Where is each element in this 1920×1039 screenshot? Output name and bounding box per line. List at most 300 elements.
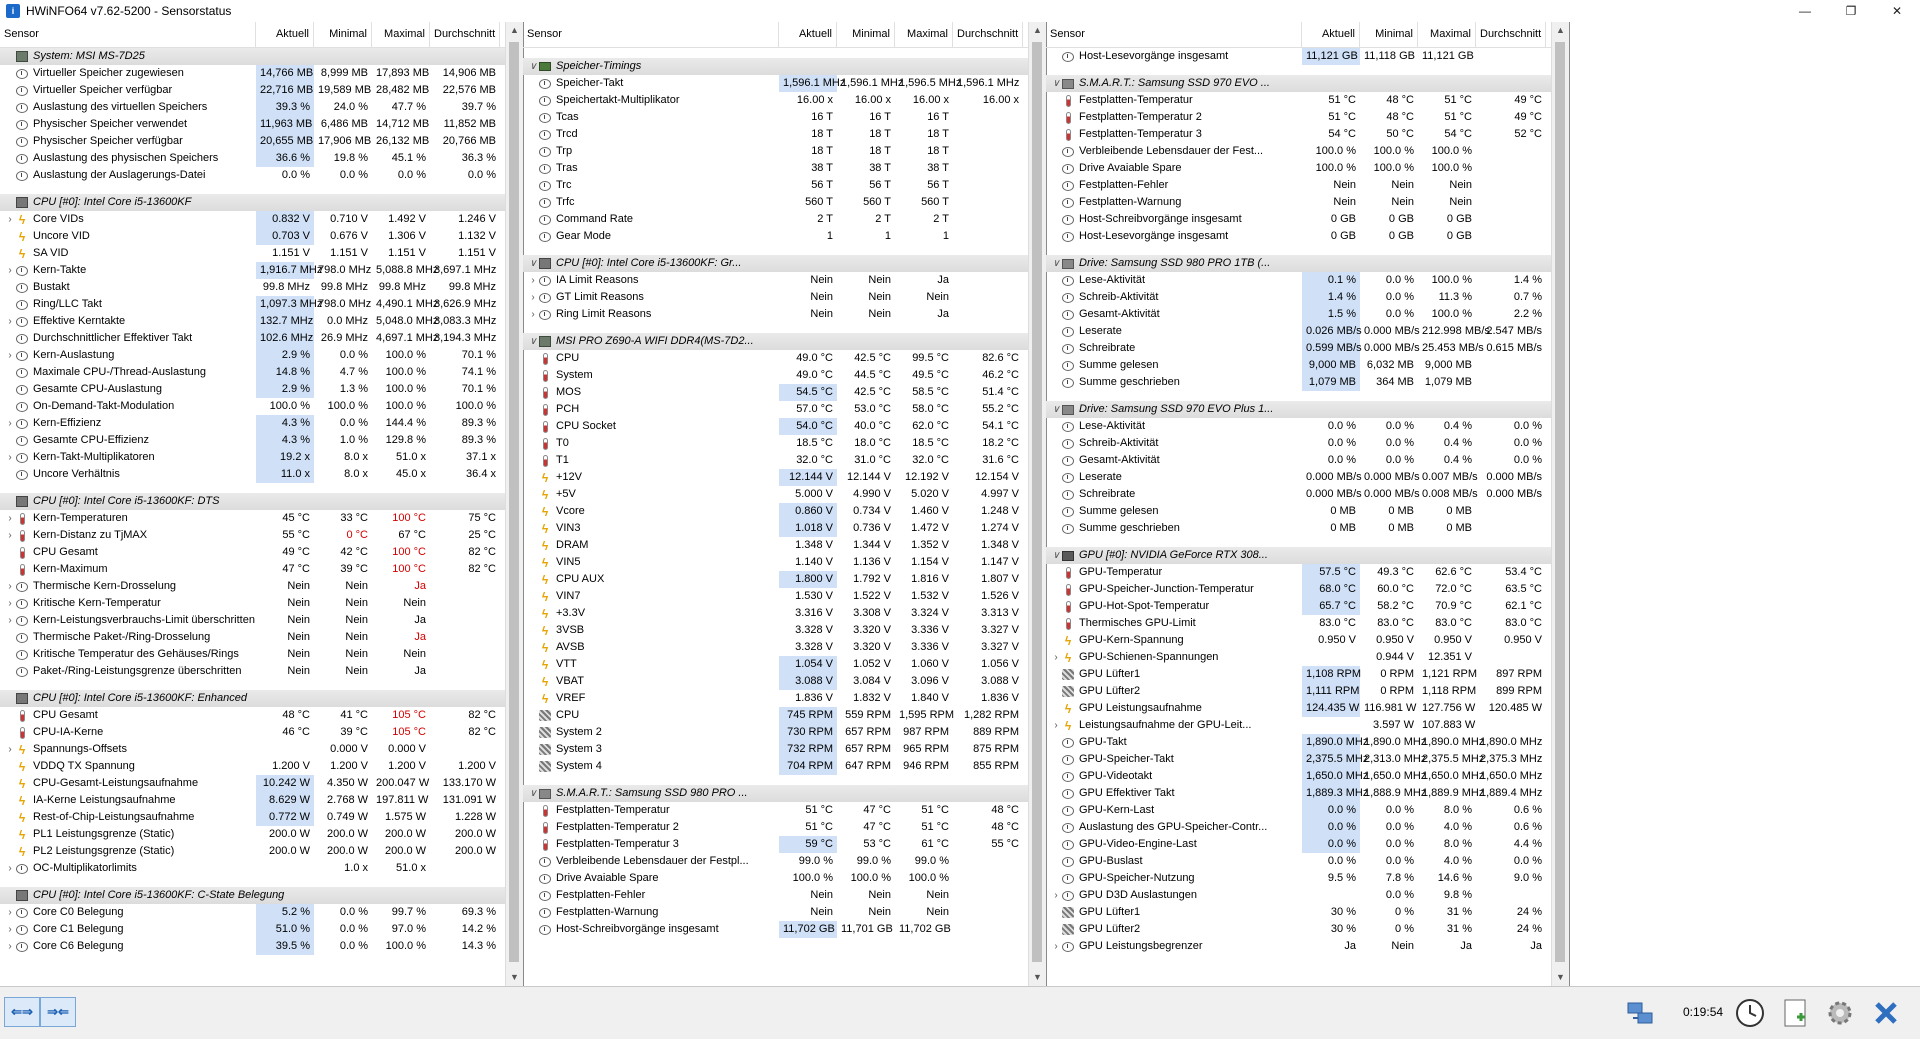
expand-chevron-icon[interactable]: ∨ bbox=[529, 61, 537, 72]
sensor-row[interactable] bbox=[523, 109, 1046, 126]
sensor-row[interactable] bbox=[0, 466, 523, 483]
sensor-group-header[interactable] bbox=[523, 785, 1046, 802]
sensor-row[interactable] bbox=[0, 646, 523, 663]
value-average bbox=[1476, 228, 1546, 245]
value-maximum bbox=[895, 58, 953, 75]
sensor-row[interactable] bbox=[523, 707, 1046, 724]
close-sensors-icon[interactable] bbox=[1868, 995, 1904, 1031]
expand-chevron-icon[interactable]: ∨ bbox=[1052, 258, 1060, 269]
sensor-row[interactable] bbox=[0, 279, 523, 296]
sensor-name-cell bbox=[523, 724, 779, 741]
value-maximum: 56 T bbox=[927, 179, 949, 191]
sensor-row[interactable] bbox=[0, 347, 523, 364]
sensor-name-cell bbox=[523, 126, 779, 143]
sensor-row[interactable] bbox=[0, 775, 523, 792]
sensor-row[interactable] bbox=[523, 673, 1046, 690]
sensor-row[interactable] bbox=[523, 853, 1046, 870]
expand-chevron-icon[interactable]: › bbox=[8, 214, 12, 225]
network-sync-icon[interactable] bbox=[1622, 995, 1658, 1031]
value-minimum: 559 RPM bbox=[845, 709, 891, 721]
expand-chevron-icon[interactable]: › bbox=[8, 316, 12, 327]
column-header-min[interactable]: Minimal bbox=[314, 22, 372, 47]
sensor-label: VTT bbox=[556, 658, 577, 670]
navigate-back-button[interactable]: ⇐⇒ bbox=[4, 997, 40, 1027]
sensor-row[interactable] bbox=[523, 690, 1046, 707]
sensor-row[interactable] bbox=[0, 296, 523, 313]
value-current bbox=[1302, 649, 1360, 666]
sensor-row[interactable] bbox=[523, 656, 1046, 673]
sensor-row[interactable] bbox=[523, 289, 1046, 306]
expand-chevron-icon[interactable]: › bbox=[531, 292, 535, 303]
sensor-row[interactable] bbox=[0, 228, 523, 245]
sensor-row[interactable] bbox=[523, 211, 1046, 228]
sensor-row[interactable] bbox=[0, 449, 523, 466]
sensor-row[interactable] bbox=[0, 364, 523, 381]
sensor-row[interactable] bbox=[1046, 802, 1569, 819]
sensor-row[interactable] bbox=[1046, 853, 1569, 870]
value-average: 16.00 x bbox=[982, 94, 1019, 106]
sensor-row[interactable] bbox=[523, 177, 1046, 194]
value-maximum: 0.000 V bbox=[388, 743, 426, 755]
sensor-row[interactable] bbox=[0, 381, 523, 398]
sensor-row[interactable] bbox=[1046, 289, 1569, 306]
value-current: 22,716 MB bbox=[256, 82, 314, 99]
value-average: 855 RPM bbox=[973, 760, 1019, 772]
sensor-group-header[interactable] bbox=[1046, 401, 1569, 418]
add-report-icon[interactable] bbox=[1778, 995, 1814, 1031]
value-maximum: 49.5 °C bbox=[912, 369, 949, 381]
value-average: 14.2 % bbox=[461, 923, 496, 935]
sensor-row[interactable] bbox=[1046, 323, 1569, 340]
sensor-name-cell bbox=[0, 493, 256, 510]
value-current: 2.9 % bbox=[256, 347, 314, 364]
expand-chevron-icon[interactable]: › bbox=[1054, 652, 1058, 663]
sensor-row[interactable] bbox=[523, 639, 1046, 656]
sensor-row[interactable] bbox=[1046, 469, 1569, 486]
sensor-row[interactable] bbox=[523, 92, 1046, 109]
sensor-row[interactable] bbox=[523, 452, 1046, 469]
expand-chevron-icon[interactable]: ∨ bbox=[529, 788, 537, 799]
sensor-name-cell bbox=[1046, 126, 1302, 143]
sensor-row[interactable] bbox=[523, 588, 1046, 605]
column-header-current[interactable]: Aktuell bbox=[1302, 22, 1360, 47]
sensor-row[interactable] bbox=[523, 520, 1046, 537]
sensor-row[interactable] bbox=[1046, 887, 1569, 904]
clock-icon bbox=[539, 198, 551, 208]
value-average bbox=[430, 493, 500, 510]
sensor-row[interactable] bbox=[0, 82, 523, 99]
sensor-row[interactable] bbox=[523, 228, 1046, 245]
sensor-group-header[interactable] bbox=[0, 493, 523, 510]
sensor-row[interactable] bbox=[523, 741, 1046, 758]
value-average: 1.056 V bbox=[981, 658, 1019, 670]
value-average: 48 °C bbox=[991, 804, 1019, 816]
column-header-min[interactable]: Minimal bbox=[1360, 22, 1418, 47]
sensor-row[interactable] bbox=[1046, 194, 1569, 211]
column-header-min[interactable]: Minimal bbox=[837, 22, 895, 47]
column-header-avg[interactable]: Durchschnitt bbox=[430, 22, 500, 47]
sensor-row[interactable] bbox=[0, 561, 523, 578]
expand-chevron-icon[interactable]: › bbox=[8, 744, 12, 755]
expand-chevron-icon[interactable]: ∨ bbox=[529, 336, 537, 347]
sensor-row[interactable] bbox=[1046, 904, 1569, 921]
sensor-name-cell bbox=[1046, 598, 1302, 615]
drive-icon bbox=[1062, 79, 1074, 89]
column-header-max[interactable]: Maximal bbox=[895, 22, 953, 47]
expand-chevron-icon[interactable]: › bbox=[8, 615, 12, 626]
value-maximum: 0.008 MB/s bbox=[1422, 488, 1478, 500]
sensor-row[interactable] bbox=[523, 887, 1046, 904]
sensor-row[interactable] bbox=[0, 527, 523, 544]
sensor-row[interactable] bbox=[523, 418, 1046, 435]
column-header-max[interactable]: Maximal bbox=[1418, 22, 1476, 47]
sensor-row[interactable] bbox=[1046, 211, 1569, 228]
navigate-forward-button[interactable]: ⇒⇐ bbox=[40, 997, 76, 1027]
scroll-up-arrow-icon[interactable]: ▲ bbox=[1033, 25, 1042, 35]
value-maximum: 11.3 % bbox=[1438, 291, 1472, 303]
expand-chevron-icon[interactable]: › bbox=[8, 863, 12, 874]
sensor-row[interactable] bbox=[523, 143, 1046, 160]
scrollbar-thumb[interactable] bbox=[509, 42, 519, 962]
sensor-row[interactable] bbox=[523, 272, 1046, 289]
scroll-up-arrow-icon[interactable]: ▲ bbox=[1556, 25, 1565, 35]
sensor-row[interactable] bbox=[523, 306, 1046, 323]
sensor-row[interactable] bbox=[0, 860, 523, 877]
sensor-label: Command Rate bbox=[556, 213, 634, 225]
sensor-row[interactable] bbox=[1046, 581, 1569, 598]
sensor-row[interactable] bbox=[1046, 921, 1569, 938]
column-header-sensor[interactable]: Sensor bbox=[523, 22, 779, 47]
column-header-current[interactable]: Aktuell bbox=[256, 22, 314, 47]
column-header-avg[interactable]: Durchschnitt bbox=[1476, 22, 1546, 47]
expand-chevron-icon[interactable]: › bbox=[8, 941, 12, 952]
sensor-row[interactable] bbox=[523, 537, 1046, 554]
sensor-group-header[interactable] bbox=[523, 333, 1046, 350]
sensor-row[interactable] bbox=[0, 826, 523, 843]
column-header-avg[interactable]: Durchschnitt bbox=[953, 22, 1023, 47]
sensor-row[interactable] bbox=[0, 792, 523, 809]
sensor-row[interactable] bbox=[1046, 160, 1569, 177]
sensor-row[interactable] bbox=[0, 595, 523, 612]
sensor-row[interactable] bbox=[0, 510, 523, 527]
sensor-name-cell bbox=[1046, 564, 1302, 581]
sensor-row[interactable] bbox=[1046, 177, 1569, 194]
settings-gear-icon[interactable] bbox=[1822, 995, 1858, 1031]
scrollbar-thumb[interactable] bbox=[1555, 42, 1565, 962]
sensor-label: Host-Lesevorgänge insgesamt bbox=[1079, 50, 1229, 62]
sensor-row[interactable] bbox=[523, 571, 1046, 588]
sensor-row[interactable] bbox=[0, 904, 523, 921]
clock-icon bbox=[1062, 439, 1074, 449]
sensor-label: Host-Schreibvorgänge insgesamt bbox=[1079, 213, 1242, 225]
expand-chevron-icon[interactable]: ∨ bbox=[1052, 404, 1060, 415]
value-maximum: Ja bbox=[1460, 940, 1472, 952]
sensor-row[interactable] bbox=[1046, 340, 1569, 357]
clock-icon bbox=[1062, 361, 1074, 371]
sensor-label: Virtueller Speicher verfügbar bbox=[33, 84, 173, 96]
fan-icon bbox=[539, 761, 551, 772]
sensor-label: Thermische Kern-Drosselung bbox=[33, 580, 177, 592]
sensor-row[interactable] bbox=[523, 870, 1046, 887]
sensor-row[interactable] bbox=[1046, 126, 1569, 143]
value-minimum: 8.0 x bbox=[344, 468, 368, 480]
sensor-row[interactable] bbox=[1046, 768, 1569, 785]
vertical-scrollbar[interactable] bbox=[1551, 22, 1569, 986]
sensor-row[interactable] bbox=[1046, 92, 1569, 109]
sensor-label: System 3 bbox=[556, 743, 602, 755]
sensor-row[interactable] bbox=[0, 99, 523, 116]
group-spacer bbox=[523, 48, 1046, 58]
drive-icon bbox=[1062, 259, 1074, 269]
sensor-row[interactable] bbox=[523, 160, 1046, 177]
clock-reset-icon[interactable] bbox=[1732, 995, 1768, 1031]
value-average: 20,766 MB bbox=[442, 135, 496, 147]
sensor-row[interactable] bbox=[523, 75, 1046, 92]
expand-chevron-icon[interactable]: › bbox=[1054, 720, 1058, 731]
sensor-row[interactable] bbox=[523, 486, 1046, 503]
value-maximum: 61 °C bbox=[921, 838, 949, 850]
sensor-row[interactable] bbox=[0, 938, 523, 955]
expand-chevron-icon[interactable]: › bbox=[1054, 941, 1058, 952]
sensor-row[interactable] bbox=[0, 211, 523, 228]
sensor-row[interactable] bbox=[1046, 836, 1569, 853]
sensor-row[interactable] bbox=[0, 415, 523, 432]
sensor-row[interactable] bbox=[0, 741, 523, 758]
value-average bbox=[1476, 160, 1546, 177]
value-minimum: 19.8 % bbox=[333, 152, 368, 164]
sensor-group-header[interactable] bbox=[0, 48, 523, 65]
expand-chevron-icon[interactable]: › bbox=[8, 350, 12, 361]
value-minimum: 0.734 V bbox=[853, 505, 891, 517]
column-header-max[interactable]: Maximal bbox=[372, 22, 430, 47]
sensor-name-cell bbox=[0, 398, 256, 415]
sensor-row[interactable] bbox=[1046, 598, 1569, 615]
vertical-scrollbar[interactable] bbox=[1028, 22, 1046, 986]
value-minimum: 44.5 °C bbox=[854, 369, 891, 381]
expand-chevron-icon[interactable]: ∨ bbox=[529, 258, 537, 269]
value-maximum: 72.0 °C bbox=[1435, 583, 1472, 595]
value-minimum: 47 °C bbox=[863, 804, 891, 816]
sensor-group-header[interactable] bbox=[523, 58, 1046, 75]
sensor-label: Kern-Leistungsverbrauchs-Limit überschritten bbox=[33, 614, 255, 626]
sensor-row[interactable] bbox=[1046, 700, 1569, 717]
expand-chevron-icon[interactable]: › bbox=[8, 530, 12, 541]
sensor-label: Verbleibende Lebensdauer der Festpl... bbox=[556, 855, 749, 867]
group-spacer bbox=[1046, 245, 1569, 255]
sensor-row[interactable] bbox=[0, 133, 523, 150]
sensor-row[interactable] bbox=[1046, 819, 1569, 836]
expand-chevron-icon[interactable]: › bbox=[8, 598, 12, 609]
sensor-row[interactable] bbox=[1046, 418, 1569, 435]
sensor-row[interactable] bbox=[0, 809, 523, 826]
sensor-group-header[interactable] bbox=[523, 255, 1046, 272]
sensor-row[interactable] bbox=[1046, 357, 1569, 374]
sensor-row[interactable] bbox=[1046, 632, 1569, 649]
sensor-row[interactable] bbox=[1046, 938, 1569, 955]
value-minimum: 0.676 V bbox=[330, 230, 368, 242]
sensor-row[interactable] bbox=[523, 350, 1046, 367]
sensor-label: Gesamt-Aktivität bbox=[1079, 308, 1160, 320]
sensor-group-header[interactable] bbox=[1046, 547, 1569, 564]
sensor-row[interactable] bbox=[523, 367, 1046, 384]
sensor-row[interactable] bbox=[0, 245, 523, 262]
scroll-down-arrow-icon[interactable]: ▼ bbox=[1556, 972, 1565, 982]
sensor-row[interactable] bbox=[1046, 564, 1569, 581]
value-current: 100.0 % bbox=[269, 400, 310, 412]
value-maximum: 100 °C bbox=[392, 546, 426, 558]
clock-icon bbox=[1062, 772, 1074, 782]
sensor-row[interactable] bbox=[1046, 785, 1569, 802]
sensor-row[interactable] bbox=[0, 432, 523, 449]
sensor-row[interactable] bbox=[523, 554, 1046, 571]
sensor-row[interactable] bbox=[1046, 520, 1569, 537]
sensor-row[interactable] bbox=[1046, 228, 1569, 245]
sensor-row[interactable] bbox=[523, 921, 1046, 938]
sensor-group-header[interactable] bbox=[1046, 75, 1569, 92]
sensor-row[interactable] bbox=[0, 330, 523, 347]
sensor-row[interactable] bbox=[1046, 374, 1569, 391]
sensor-row[interactable] bbox=[1046, 751, 1569, 768]
thermometer-icon bbox=[543, 438, 548, 450]
sensor-row[interactable] bbox=[1046, 666, 1569, 683]
value-current: 0.0 % bbox=[1302, 819, 1360, 836]
value-current: 8.629 W bbox=[256, 792, 314, 809]
scroll-down-arrow-icon[interactable]: ▼ bbox=[1033, 972, 1042, 982]
group-spacer bbox=[0, 184, 523, 194]
sensor-row[interactable] bbox=[523, 605, 1046, 622]
sensor-row[interactable] bbox=[1046, 734, 1569, 751]
clock-icon bbox=[539, 130, 551, 140]
sensor-row[interactable] bbox=[1046, 486, 1569, 503]
sensor-row[interactable] bbox=[0, 707, 523, 724]
scroll-down-arrow-icon[interactable]: ▼ bbox=[510, 972, 519, 982]
expand-chevron-icon[interactable]: › bbox=[8, 513, 12, 524]
sensor-row[interactable] bbox=[0, 612, 523, 629]
vertical-scrollbar[interactable] bbox=[505, 22, 523, 986]
sensor-row[interactable] bbox=[523, 904, 1046, 921]
sensor-row[interactable] bbox=[0, 150, 523, 167]
clock-icon bbox=[16, 908, 28, 918]
sensor-row[interactable] bbox=[1046, 870, 1569, 887]
sensor-group-header[interactable] bbox=[0, 194, 523, 211]
thermometer-icon bbox=[20, 564, 25, 576]
sensor-row[interactable] bbox=[1046, 143, 1569, 160]
sensor-row[interactable] bbox=[523, 724, 1046, 741]
sensor-row[interactable] bbox=[0, 167, 523, 184]
sensor-row[interactable] bbox=[523, 194, 1046, 211]
sensor-row[interactable] bbox=[523, 836, 1046, 853]
sensor-row[interactable] bbox=[1046, 306, 1569, 323]
expand-chevron-icon[interactable]: › bbox=[8, 265, 12, 276]
value-minimum: 0.0 % bbox=[1385, 821, 1414, 833]
sensor-row[interactable] bbox=[0, 313, 523, 330]
expand-chevron-icon[interactable]: ∨ bbox=[1052, 550, 1060, 561]
sensor-row[interactable] bbox=[1046, 683, 1569, 700]
expand-chevron-icon[interactable]: › bbox=[8, 924, 12, 935]
sensor-row[interactable] bbox=[1046, 649, 1569, 666]
sensor-row[interactable] bbox=[1046, 452, 1569, 469]
sensor-row[interactable] bbox=[1046, 615, 1569, 632]
scrollbar-thumb[interactable] bbox=[1032, 42, 1042, 962]
sensor-row[interactable] bbox=[0, 544, 523, 561]
sensor-row[interactable] bbox=[0, 262, 523, 279]
maximize-button[interactable]: ❐ bbox=[1845, 4, 1857, 18]
sensor-row[interactable] bbox=[0, 724, 523, 741]
value-maximum: 3.336 V bbox=[911, 624, 949, 636]
sensor-row[interactable] bbox=[523, 503, 1046, 520]
sensor-row[interactable] bbox=[0, 921, 523, 938]
sensor-row[interactable] bbox=[523, 401, 1046, 418]
value-maximum: 32.0 °C bbox=[912, 454, 949, 466]
sensor-row[interactable] bbox=[0, 578, 523, 595]
value-minimum: 0 GB bbox=[1388, 213, 1414, 225]
sensor-group-header[interactable] bbox=[0, 690, 523, 707]
sensor-row[interactable] bbox=[523, 126, 1046, 143]
sensor-group-header[interactable] bbox=[0, 887, 523, 904]
expand-chevron-icon[interactable]: › bbox=[1054, 890, 1058, 901]
sensor-row[interactable] bbox=[523, 802, 1046, 819]
value-maximum: 14,712 MB bbox=[376, 118, 430, 130]
sensor-name-cell bbox=[1046, 547, 1302, 564]
sensor-row[interactable] bbox=[523, 435, 1046, 452]
value-maximum: 5,088.8 MHz bbox=[376, 264, 439, 276]
expand-chevron-icon[interactable]: ∨ bbox=[1052, 78, 1060, 89]
value-current: Nein bbox=[287, 597, 310, 609]
expand-chevron-icon[interactable]: › bbox=[8, 418, 12, 429]
sensor-row[interactable] bbox=[0, 629, 523, 646]
sensor-row[interactable] bbox=[0, 116, 523, 133]
sensor-row[interactable] bbox=[0, 65, 523, 82]
sensor-row[interactable] bbox=[1046, 435, 1569, 452]
column-header-sensor[interactable]: Sensor bbox=[0, 22, 256, 47]
sensor-label: GPU-Speicher-Junction-Temperatur bbox=[1079, 583, 1254, 595]
sensor-row[interactable] bbox=[1046, 48, 1569, 65]
value-maximum: 1.151 V bbox=[388, 247, 426, 259]
expand-chevron-icon[interactable]: › bbox=[8, 581, 12, 592]
sensor-row[interactable] bbox=[1046, 503, 1569, 520]
sensor-row[interactable] bbox=[523, 758, 1046, 775]
thermometer-icon bbox=[1066, 584, 1071, 596]
clock-icon bbox=[16, 86, 28, 96]
sensor-row[interactable] bbox=[523, 469, 1046, 486]
close-window-button[interactable]: ✕ bbox=[1891, 4, 1903, 18]
value-average: 22,576 MB bbox=[442, 84, 496, 96]
sensor-row[interactable] bbox=[523, 819, 1046, 836]
value-average: 1,650.0 MHz bbox=[1480, 770, 1543, 782]
sensor-row[interactable] bbox=[1046, 109, 1569, 126]
sensor-label: Core C6 Belegung bbox=[33, 940, 124, 952]
column-header-sensor[interactable]: Sensor bbox=[1046, 22, 1302, 47]
sensor-row[interactable] bbox=[0, 758, 523, 775]
sensor-group-header[interactable] bbox=[1046, 255, 1569, 272]
sensor-row[interactable] bbox=[523, 384, 1046, 401]
sensor-row[interactable] bbox=[0, 398, 523, 415]
expand-chevron-icon[interactable]: › bbox=[531, 309, 535, 320]
expand-chevron-icon[interactable]: › bbox=[8, 907, 12, 918]
value-minimum: 364 MB bbox=[1376, 376, 1414, 388]
sensor-row[interactable] bbox=[523, 622, 1046, 639]
expand-chevron-icon[interactable]: › bbox=[8, 452, 12, 463]
column-header-current[interactable]: Aktuell bbox=[779, 22, 837, 47]
scroll-up-arrow-icon[interactable]: ▲ bbox=[510, 25, 519, 35]
sensor-row[interactable] bbox=[1046, 272, 1569, 289]
sensor-label: VIN5 bbox=[556, 556, 581, 568]
sensor-row[interactable] bbox=[0, 843, 523, 860]
sensor-row[interactable] bbox=[0, 663, 523, 680]
sensor-row[interactable] bbox=[1046, 717, 1569, 734]
expand-chevron-icon[interactable]: › bbox=[531, 275, 535, 286]
minimize-button[interactable]: — bbox=[1799, 4, 1811, 18]
